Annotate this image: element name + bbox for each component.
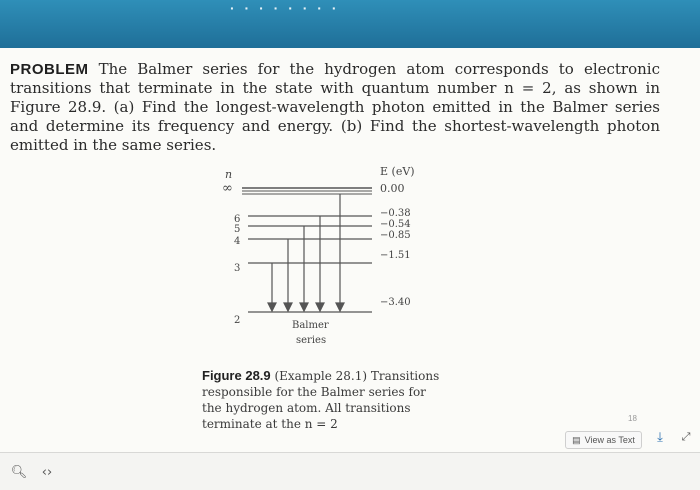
level-energy-label: −1.51 xyxy=(380,250,411,261)
arrowhead xyxy=(284,303,292,311)
level-energy-label: −0.38 xyxy=(380,208,411,219)
zoom-icon[interactable]: 🔍︎ xyxy=(10,464,28,480)
figure-caption xyxy=(202,368,442,432)
level-n-label: 6 xyxy=(234,214,241,225)
problem-label: PROBLEM xyxy=(10,61,89,78)
level-energy-label: 0.00 xyxy=(380,182,405,195)
problem-body: The Balmer series for the hydrogen atom corresponds to electronic transitions that terminate in the state with quantum number n = 2, as shown in Figure 28.9. (a) Find the longest-wavelength photon emitted in the Balmer series and determine its frequency and energy. (b) Find the shortest-wavelength photon emitted in the same series. xyxy=(10,60,660,154)
level-energy-label: −0.54 xyxy=(380,219,411,230)
problem-text xyxy=(10,60,660,155)
n-header: n xyxy=(225,168,233,181)
fullscreen-icon[interactable]: ⤢ xyxy=(681,430,691,443)
series-label-line2: series xyxy=(296,335,327,346)
arrowhead xyxy=(300,303,308,311)
level-n-label: 4 xyxy=(234,236,241,247)
view-as-text-label: View as Text xyxy=(584,435,635,445)
energy-level-diagram xyxy=(200,160,440,350)
level-energy-label: −0.85 xyxy=(380,230,411,241)
figure-label: Figure 28.9 xyxy=(202,368,271,383)
view-as-text-button[interactable] xyxy=(565,431,642,449)
caption-text: (Example 28.1) Transitions responsible for the Balmer series for the hydrogen atom. All transitions terminate at the n = 2 xyxy=(202,369,440,431)
level-n-label: 2 xyxy=(234,315,241,326)
page-corner-number: 18 xyxy=(628,414,637,423)
app-header xyxy=(0,0,700,48)
download-icon[interactable]: ⤓ xyxy=(657,430,663,445)
series-label-line1: Balmer xyxy=(292,320,329,331)
level-n-label: 3 xyxy=(234,263,241,274)
level-energy-label: −3.40 xyxy=(380,297,411,308)
transition-arrows xyxy=(268,194,344,311)
arrowhead xyxy=(316,303,324,311)
level-4 xyxy=(234,230,411,247)
energy-header: E (eV) xyxy=(380,165,415,178)
level-infinity xyxy=(222,181,405,196)
code-icon[interactable]: ‹› xyxy=(41,464,53,480)
document-icon: ▤ xyxy=(572,434,581,445)
arrowhead xyxy=(336,303,344,311)
arrowhead xyxy=(268,303,276,311)
level-n-label: ∞ xyxy=(222,181,233,196)
bottom-toolbar xyxy=(0,452,700,490)
header-title: · · · · · · · · xyxy=(230,0,340,16)
level-3 xyxy=(234,250,411,274)
level-n-label: 5 xyxy=(234,224,241,235)
